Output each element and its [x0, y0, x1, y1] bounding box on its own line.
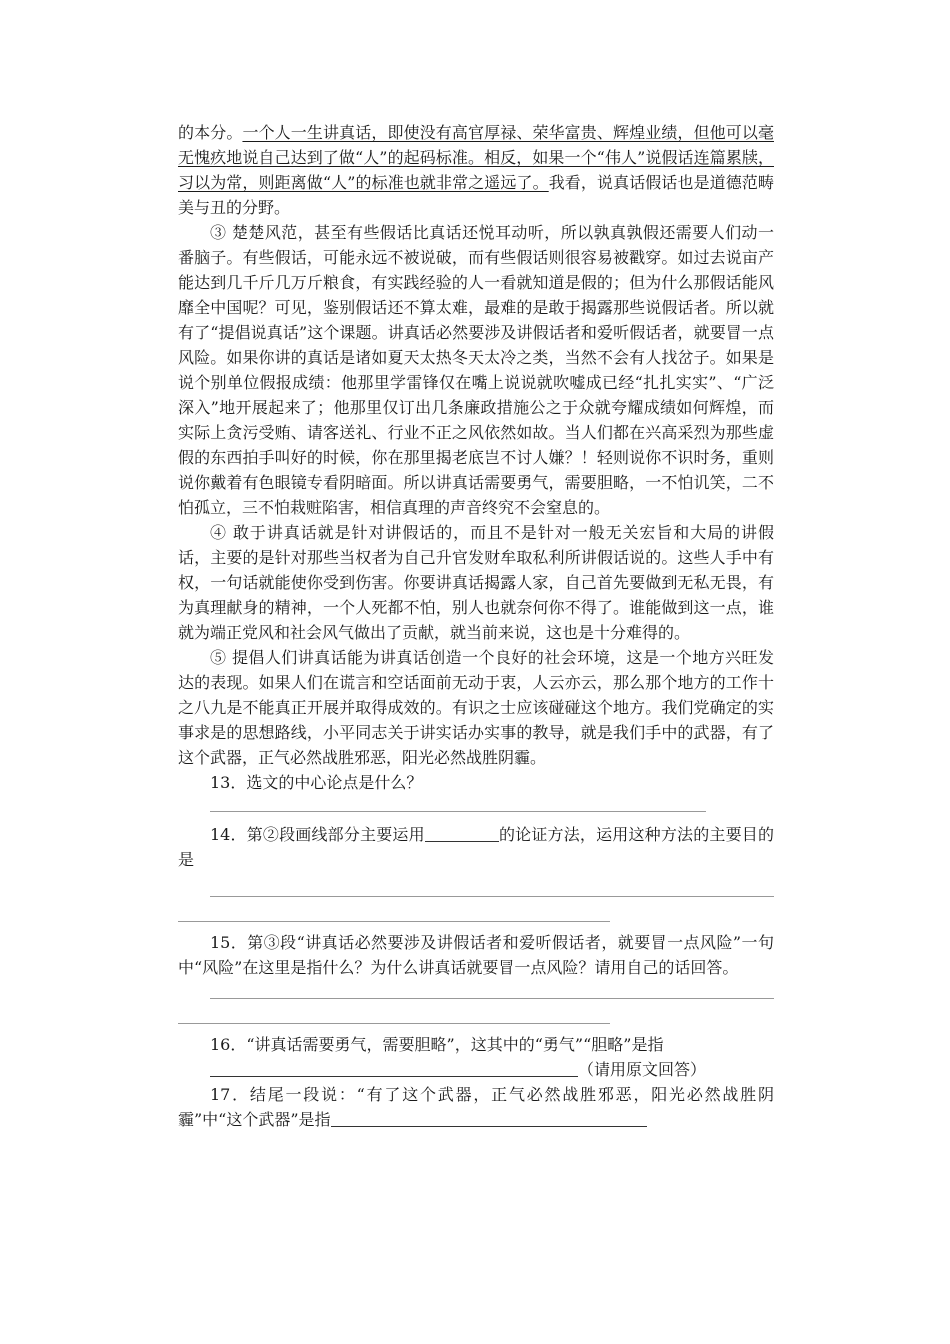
paragraph-5: ⑤ 提倡人们讲真话能为讲真话创造一个良好的社会环境，这是一个地方兴旺发达的表现。如果人们在谎言和空话面前无动于衷，人云亦云，那么那个地方的工作十之八九是不能真正开展并取得成效的。有识之士应该碰碰这个地方。我们党确定的实事求是的思想路线，小平同志关于讲实话办实事的教导，就是我们手中的武器，有了这个武器，正气必然战胜邪恶，阳光必然战胜阴霾。 [178, 648, 774, 767]
paragraph-2-end: 我看，说真话假话也是道德范畴美与丑的分野。 [178, 173, 774, 217]
blank-17[interactable] [331, 1110, 647, 1127]
paragraph-2 [178, 120, 774, 220]
paragraph-3: ③ 楚楚风范，甚至有些假话比真话还悦耳动听，所以孰真孰假还需要人们动一番脑子。有些假话，可能永远不被说破，而有些假话则很容易被戳穿。如过去说亩产能达到几千斤几万斤粮食，有实践经验的人一看就知道是假的；但为什么那假话能风靡全中国呢？可见，鉴别假话还不算太难，最难的是敢于揭露那些说假话者。所以就有了“提倡说真话”这个课题。讲真话必然要涉及讲假话者和爱听假话者，就要冒一点风险。如果你讲的真话是诸如夏天太热冬天太冷之类，当然不会有人找岔子。如果是说个别单位假报成绩：他那里学雷锋仅在嘴上说说就吹嘘成已经“扎扎实实”、“广泛深入”地开展起来了；他那里仅订出几条廉政措施公之于众就夸耀成绩如何辉煌，而实际上贪污受贿、请客送礼、行业不正之风依然如故。当人们都在兴高采烈为那些虚假的东西拍手叫好的时候，你在那里揭老底岂不讨人嫌？！轻则说你不识时务，重则说你戴着有色眼镜专看阴暗面。所以讲真话需要勇气，需要胆略，一不怕讥笑，二不怕孤立，三不怕栽赃陷害，相信真理的声音终究不会窒息的。 [178, 223, 774, 517]
paragraph-4: ④ 敢于讲真话就是针对讲假话的，而且不是针对一般无关宏旨和大局的讲假话，主要的是针对那些当权者为自己升官发财牟取私利所讲假话说的。这些人手中有权，一句话就能使你受到伤害。你要讲真话揭露人家，自己首先要做到无私无畏，有为真理献身的精神，一个人死都不怕，别人也就奈何你不得了。谁能做到这一点，谁就为端正党风和社会风气做出了贡献，就当前来说，这也是十分难得的。 [178, 523, 774, 642]
paragraph-2-start: 的本分。 [178, 123, 243, 142]
question-14-rest: 的论证方法，运用这种方法的主要目的是 [178, 825, 774, 869]
question-14-stem: 14．第②段画线部分主要运用 [210, 825, 425, 844]
question-16-answer [210, 1057, 774, 1082]
question-16: 16．“讲真话需要勇气，需要胆略”，这其中的“勇气”“胆略”是指 [210, 1035, 664, 1054]
blank-14-method[interactable] [425, 825, 499, 842]
question-15: 15．第③段“讲真话必然要涉及讲假话者和爱听假话者，就要冒一点风险”一句中“风险”在这里是指什么？为什么讲真话就要冒一点风险？请用自己的话回答。 [178, 933, 774, 977]
underlined-sentence: 一个人一生讲真话，即使没有高官厚禄、荣华富贵、辉煌业绩，但他可以毫无愧疚地说自己达到了做“人”的起码标准。相反，如果一个“伟人”说假话连篇累牍，习以为常，则距离做“人”的标准也就非常之遥远了。 [178, 123, 774, 192]
question-14 [178, 822, 774, 872]
blank-16[interactable] [210, 1060, 578, 1077]
document-page [178, 120, 774, 1132]
question-16-note: （请用原文回答） [578, 1060, 707, 1079]
question-13: 13．选文的中心论点是什么？ [210, 773, 423, 792]
question-17 [178, 1082, 774, 1132]
question-17-stem: 17．结尾一段说：“有了这个武器，正气必然战胜邪恶，阳光必然战胜阴霾”中“这个武器”是指 [178, 1085, 774, 1129]
